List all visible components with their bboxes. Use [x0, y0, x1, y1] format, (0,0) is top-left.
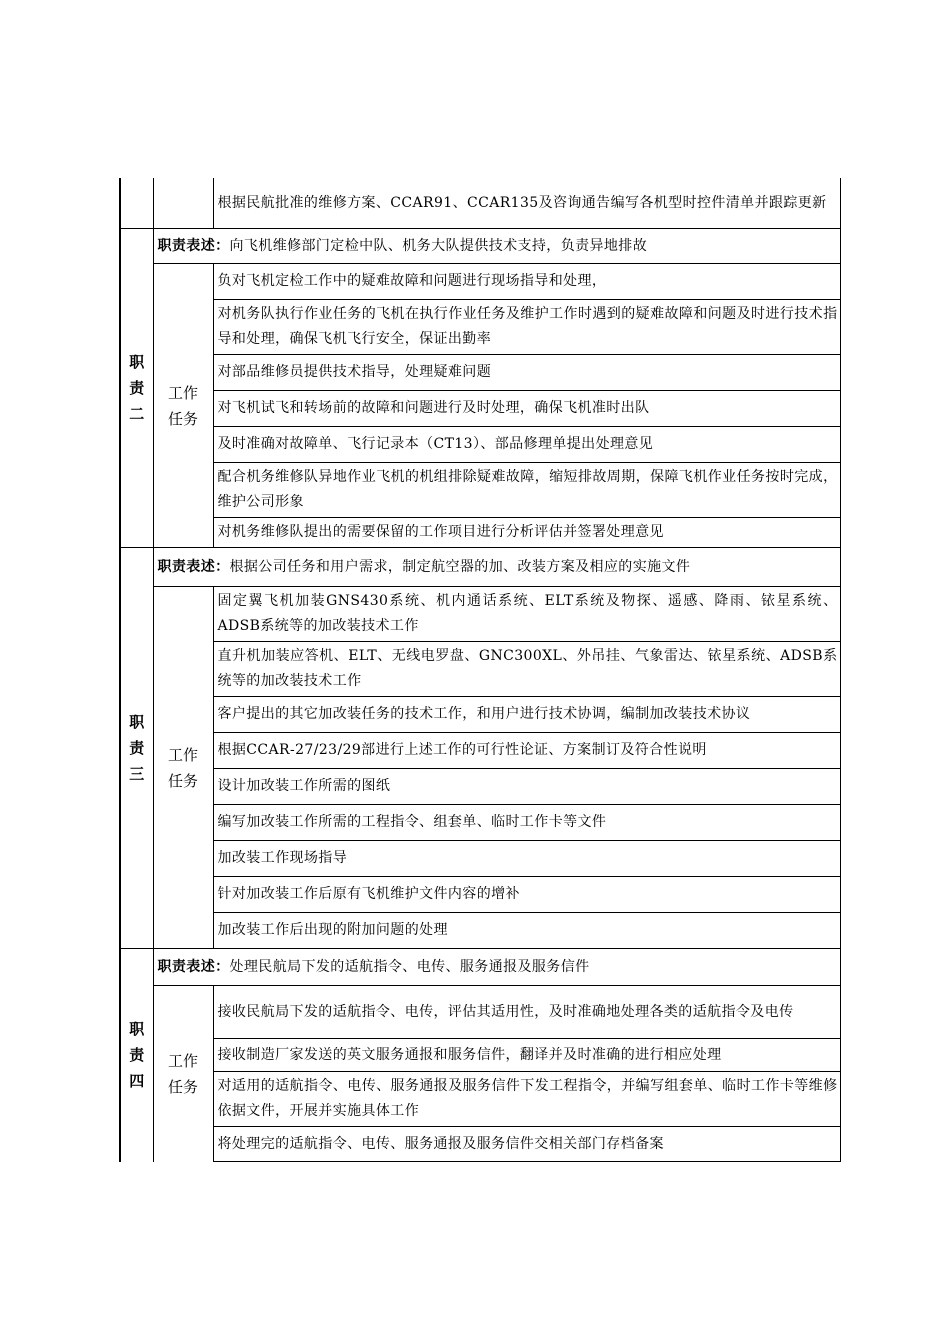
desc-text: 向飞机维修部门定检中队、机务大队提供技术支持，负责异地排故: [229, 237, 648, 254]
task-label: 工作任务: [153, 264, 213, 548]
table-row: [120, 1039, 840, 1072]
table-row: [120, 178, 840, 229]
task-cell: 对机务队执行作业任务的飞机在执行作业任务及维护工作时遇到的疑难故障和问题及时进行技术指导和处理，确保飞机飞行安全，保证出勤率: [213, 300, 840, 355]
task-cell: 对部品维修员提供技术指导，处理疑难问题: [213, 355, 840, 391]
task-cell: 将处理完的适航指令、电传、服务通报及服务信件交相关部门存档备案: [213, 1127, 840, 1162]
duty-table: [119, 178, 841, 1162]
duty-cell-empty: [120, 178, 153, 229]
task-label: 工作任务: [153, 986, 213, 1162]
task-cell: 接收制造厂家发送的英文服务通报和服务信件，翻译并及时准确的进行相应处理: [213, 1039, 840, 1072]
table-row: [120, 877, 840, 913]
table-row: [120, 587, 840, 642]
task-cell: 根据CCAR-27/23/29部进行上述工作的可行性论证、方案制订及符合性说明: [213, 733, 840, 769]
task-cell: 对机务维修队提出的需要保留的工作项目进行分析评估并签署处理意见: [213, 518, 840, 548]
desc-text: 根据公司任务和用户需求，制定航空器的加、改装方案及相应的实施文件: [229, 558, 691, 575]
table-row: [120, 805, 840, 841]
table-row: [120, 463, 840, 518]
task-cell: 配合机务维修队异地作业飞机的机组排除疑难故障，缩短排故周期，保障飞机作业任务按时完成，维护公司形象: [213, 463, 840, 518]
table-row: [120, 913, 840, 949]
table-row: [120, 769, 840, 805]
task-cell: 针对加改装工作后原有飞机维护文件内容的增补: [213, 877, 840, 913]
task-cell: 根据民航批准的维修方案、CCAR91、CCAR135及咨询通告编写各机型时控件清单并跟踪更新: [213, 178, 840, 229]
table-row: [120, 300, 840, 355]
task-cell: 加改装工作现场指导: [213, 841, 840, 877]
duty-description: [153, 229, 840, 264]
task-cell: 加改装工作后出现的附加问题的处理: [213, 913, 840, 949]
task-cell: 固定翼飞机加装GNS430系统、机内通话系统、ELT系统及物探、遥感、降雨、铱星系统、ADSB系统等的加改装技术工作: [213, 587, 840, 642]
table-row: [120, 1127, 840, 1162]
label-cell-empty: [153, 178, 213, 229]
table-row: [120, 1072, 840, 1127]
desc-label: 职责表述：: [157, 558, 230, 575]
task-cell: 对适用的适航指令、电传、服务通报及服务信件下发工程指令，并编写组套单、临时工作卡等维修依据文件，开展并实施具体工作: [213, 1072, 840, 1127]
duty-name: 职责四: [120, 949, 153, 1162]
task-cell: 负对飞机定检工作中的疑难故障和问题进行现场指导和处理，: [213, 264, 840, 300]
table-row: [120, 264, 840, 300]
table-row: [120, 949, 840, 986]
table-row: [120, 841, 840, 877]
duty-description: [153, 949, 840, 986]
task-cell: 接收民航局下发的适航指令、电传，评估其适用性，及时准确地处理各类的适航指令及电传: [213, 986, 840, 1039]
table-row: [120, 427, 840, 463]
table-row: [120, 986, 840, 1039]
table-row: [120, 229, 840, 264]
task-cell: 直升机加装应答机、ELT、无线电罗盘、GNC300XL、外吊挂、气象雷达、铱星系统、ADSB系统等的加改装技术工作: [213, 642, 840, 697]
task-cell: 设计加改装工作所需的图纸: [213, 769, 840, 805]
task-cell: 编写加改装工作所需的工程指令、组套单、临时工作卡等文件: [213, 805, 840, 841]
table-row: [120, 697, 840, 733]
task-cell: 及时准确对故障单、飞行记录本（CT13）、部品修理单提出处理意见: [213, 427, 840, 463]
table-row: [120, 548, 840, 587]
desc-label: 职责表述：: [157, 958, 230, 975]
task-cell: 对飞机试飞和转场前的故障和问题进行及时处理，确保飞机准时出队: [213, 391, 840, 427]
task-cell: 客户提出的其它加改装任务的技术工作，和用户进行技术协调，编制加改装技术协议: [213, 697, 840, 733]
table-row: [120, 391, 840, 427]
table-row: [120, 642, 840, 697]
table-row: [120, 355, 840, 391]
desc-text: 处理民航局下发的适航指令、电传、服务通报及服务信件: [229, 958, 590, 975]
task-label: 工作任务: [153, 587, 213, 949]
duty-description: [153, 548, 840, 587]
duty-name: 职责二: [120, 229, 153, 548]
table-row: [120, 733, 840, 769]
desc-label: 职责表述：: [157, 237, 230, 254]
table-row: [120, 518, 840, 548]
duty-name: 职责三: [120, 548, 153, 949]
